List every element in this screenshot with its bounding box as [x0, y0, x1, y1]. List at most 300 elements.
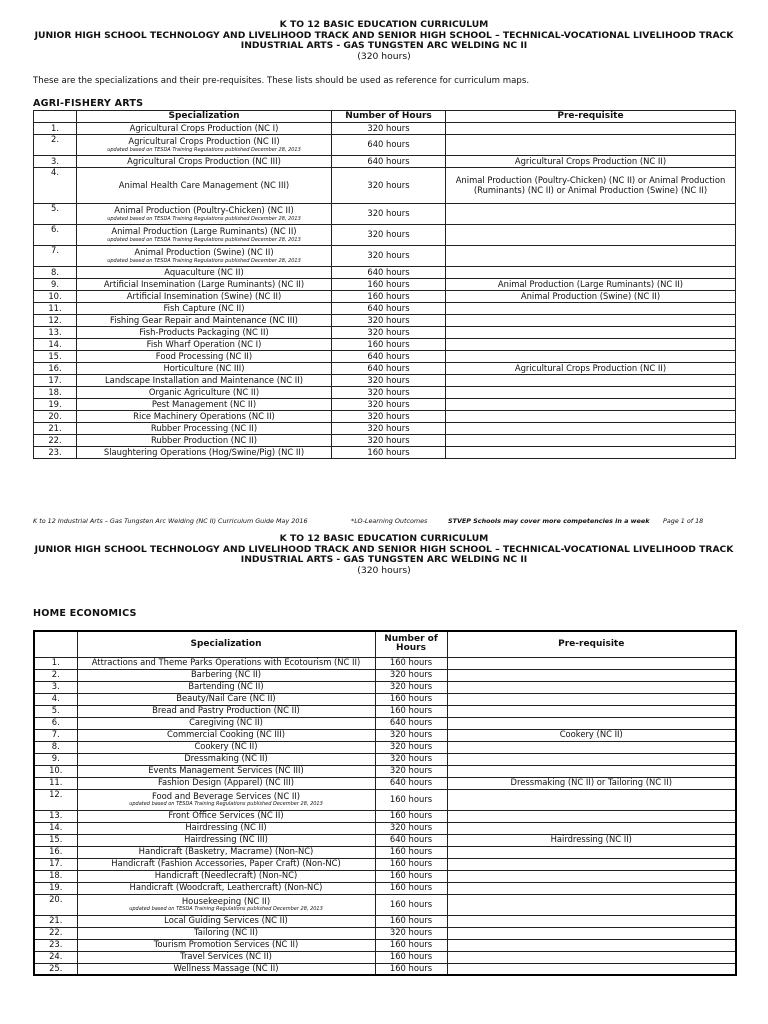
row-number: 11. — [34, 303, 77, 315]
hours-cell: 160 hours — [375, 939, 447, 951]
prerequisite-cell — [447, 939, 736, 951]
specialization-name: Slaughtering Operations (Hog/Swine/Pig) (NC II) — [103, 446, 305, 457]
table-row — [34, 411, 736, 423]
prerequisite-cell — [446, 303, 736, 315]
prerequisite-cell — [446, 435, 736, 447]
specialization-name: Artificial Insemination (Swine) (NC II) — [126, 290, 282, 301]
row-number: 25. — [34, 963, 77, 975]
table-row — [34, 729, 736, 741]
intro-text: These are the specializations and their pre-requisites. These lists should be used as reference for curriculum maps. — [33, 76, 530, 86]
table-row — [34, 810, 736, 822]
prerequisite-cell — [447, 681, 736, 693]
prerequisite-cell — [446, 204, 736, 225]
row-number: 10. — [34, 765, 77, 777]
specialization-name: Wellness Massage (NC II) — [173, 963, 279, 973]
hours-cell: 160 hours — [332, 279, 446, 291]
prerequisite-cell — [447, 765, 736, 777]
tesda-update-note: updated based on TESDA Training Regulations published December 28, 2013 — [129, 801, 323, 808]
specialization-cell — [77, 375, 332, 387]
specialization-name: Landscape Installation and Maintenance (NC II) — [105, 374, 303, 385]
row-number: 16. — [34, 846, 77, 858]
table-row — [34, 168, 736, 204]
table-row — [34, 351, 736, 363]
specialization-name: Pest Management (NC II) — [151, 398, 257, 409]
specialization-name: Fishing Gear Repair and Maintenance (NC III) — [110, 314, 298, 325]
hours-cell: 320 hours — [375, 753, 447, 765]
table-row — [34, 858, 736, 870]
table-row — [34, 267, 736, 279]
agri-fishery-table — [33, 110, 736, 459]
specialization-name: Hairdressing (NC III) — [184, 834, 268, 845]
hours-cell: 160 hours — [332, 447, 446, 459]
hours-cell: 320 hours — [332, 315, 446, 327]
hours-cell: 640 hours — [332, 267, 446, 279]
row-number: 21. — [34, 423, 77, 435]
col-header-specialization: Specialization — [77, 631, 375, 657]
table-row — [34, 927, 736, 939]
table-row — [34, 765, 736, 777]
footer-page-number: Page 1 of 18 — [663, 517, 704, 525]
specialization-name: Travel Services (NC II) — [180, 951, 272, 962]
hours-cell: 320 hours — [332, 411, 446, 423]
row-number: 17. — [34, 858, 77, 870]
specialization-name: Housekeeping (NC II) — [181, 895, 271, 906]
hours-cell: 640 hours — [332, 156, 446, 168]
table-row — [34, 963, 736, 975]
row-number: 13. — [34, 810, 77, 822]
hours-cell: 160 hours — [332, 291, 446, 303]
table-row — [34, 894, 736, 915]
footer-stvep-note: STVEP Schools may cover more competencies in a week — [448, 517, 650, 525]
tesda-update-note: updated based on TESDA Training Regulations published December 28, 2013 — [107, 215, 301, 222]
specialization-cell — [77, 246, 332, 267]
hours-cell: 160 hours — [375, 894, 447, 915]
col-header-number — [34, 111, 77, 123]
row-number: 12. — [34, 315, 77, 327]
table-row — [34, 435, 736, 447]
row-number: 12. — [34, 789, 77, 810]
specialization-cell — [77, 717, 375, 729]
specialization-name: Barbering (NC II) — [190, 669, 262, 680]
footer-lo-note: *LO-Learning Outcomes — [351, 517, 428, 525]
prerequisite-cell — [447, 693, 736, 705]
prerequisite-cell: Hairdressing (NC II) — [447, 834, 736, 846]
hours-cell: 160 hours — [375, 657, 447, 669]
row-number: 20. — [34, 411, 77, 423]
row-number: 4. — [34, 693, 77, 705]
specialization-cell — [77, 729, 375, 741]
table-row — [34, 447, 736, 459]
specialization-cell — [77, 681, 375, 693]
hours-cell: 320 hours — [375, 741, 447, 753]
hours-cell: 320 hours — [332, 225, 446, 246]
prerequisite-cell: Animal Production (Swine) (NC II) — [446, 291, 736, 303]
specialization-cell — [77, 339, 332, 351]
prerequisite-cell — [447, 915, 736, 927]
hours-cell: 160 hours — [375, 789, 447, 810]
header-line-3: INDUSTRIAL ARTS - GAS TUNGSTEN ARC WELDING NC II — [240, 40, 528, 51]
hours-cell: 320 hours — [332, 375, 446, 387]
prerequisite-cell: Dressmaking (NC II) or Tailoring (NC II) — [447, 777, 736, 789]
specialization-name: Fashion Design (Apparel) (NC III) — [158, 777, 294, 788]
row-number: 11. — [34, 777, 77, 789]
row-number: 16. — [34, 363, 77, 375]
hours-cell: 320 hours — [332, 387, 446, 399]
specialization-cell — [77, 291, 332, 303]
specialization-cell — [77, 822, 375, 834]
prerequisite-cell — [446, 423, 736, 435]
header-line-2: JUNIOR HIGH SCHOOL TECHNOLOGY AND LIVELIHOOD TRACK AND SENIOR HIGH SCHOOL – TECHNICAL-VOCATIONAL LIVELIHOOD TRACK — [34, 543, 734, 555]
row-number: 13. — [34, 327, 77, 339]
specialization-name: Beauty/Nail Care (NC II) — [176, 693, 276, 704]
hours-cell: 640 hours — [375, 717, 447, 729]
prerequisite-cell — [447, 894, 736, 915]
prerequisite-cell — [446, 327, 736, 339]
hours-cell: 640 hours — [375, 834, 447, 846]
hours-cell: 320 hours — [332, 327, 446, 339]
prerequisite-cell — [447, 963, 736, 975]
specialization-name: Food Processing (NC II) — [155, 350, 253, 361]
prerequisite-cell — [447, 846, 736, 858]
hours-cell: 320 hours — [375, 765, 447, 777]
tesda-update-note: updated based on TESDA Training Regulations published December 28, 2013 — [129, 906, 323, 913]
specialization-cell — [77, 705, 375, 717]
prerequisite-cell — [446, 315, 736, 327]
table-row — [34, 339, 736, 351]
prerequisite-cell — [446, 267, 736, 279]
prerequisite-cell — [447, 822, 736, 834]
row-number: 17. — [34, 375, 77, 387]
specialization-name: Artificial Insemination (Large Ruminants) (NC II) — [103, 278, 305, 289]
row-number: 14. — [34, 822, 77, 834]
prerequisite-cell: Animal Production (Large Ruminants) (NC II) — [446, 279, 736, 291]
table-row — [34, 777, 736, 789]
col-header-number — [34, 631, 77, 657]
prerequisite-cell — [447, 705, 736, 717]
specialization-name: Handicraft (Basketry, Macrame) (Non-NC) — [138, 846, 314, 857]
specialization-name: Agricultural Crops Production (NC II) — [128, 136, 280, 147]
row-number: 7. — [34, 729, 77, 741]
specialization-cell — [77, 669, 375, 681]
document-page-2 — [0, 528, 768, 1024]
hours-cell: 160 hours — [375, 705, 447, 717]
specialization-cell — [77, 168, 332, 204]
hours-cell: 160 hours — [375, 882, 447, 894]
hours-cell: 160 hours — [375, 858, 447, 870]
section-title-agri-fishery: AGRI-FISHERY ARTS — [33, 98, 144, 109]
table-row — [34, 915, 736, 927]
specialization-name: Fish-Products Packaging (NC II) — [139, 326, 269, 337]
table-row — [34, 375, 736, 387]
table-row — [34, 204, 736, 225]
prerequisite-cell — [447, 927, 736, 939]
row-number: 19. — [34, 399, 77, 411]
hours-cell: 640 hours — [332, 363, 446, 375]
header-line-1: K TO 12 BASIC EDUCATION CURRICULUM — [279, 533, 489, 544]
prerequisite-cell — [446, 351, 736, 363]
specialization-cell — [77, 834, 375, 846]
table-row — [34, 951, 736, 963]
prerequisite-cell — [446, 246, 736, 267]
header-line-3: INDUSTRIAL ARTS - GAS TUNGSTEN ARC WELDING NC II — [240, 554, 528, 565]
specialization-name: Aquaculture (NC II) — [164, 266, 244, 277]
row-number: 23. — [34, 939, 77, 951]
specialization-cell — [77, 387, 332, 399]
prerequisite-cell — [447, 717, 736, 729]
row-number: 9. — [34, 279, 77, 291]
row-number: 14. — [34, 339, 77, 351]
header-line-1: K TO 12 BASIC EDUCATION CURRICULUM — [279, 19, 489, 30]
specialization-cell — [77, 123, 332, 135]
hours-cell: 640 hours — [332, 351, 446, 363]
specialization-name: Fish Capture (NC II) — [163, 302, 245, 313]
hours-cell: 320 hours — [332, 435, 446, 447]
prerequisite-cell — [446, 339, 736, 351]
prerequisite-cell — [447, 741, 736, 753]
row-number: 2. — [34, 135, 77, 156]
hours-cell: 320 hours — [332, 168, 446, 204]
prerequisite-cell — [447, 951, 736, 963]
prerequisite-cell: Cookery (NC II) — [447, 729, 736, 741]
prerequisite-cell — [447, 753, 736, 765]
specialization-name: Cookery (NC II) — [194, 741, 258, 752]
hours-cell: 160 hours — [375, 810, 447, 822]
specialization-cell — [77, 315, 332, 327]
specialization-cell — [77, 303, 332, 315]
row-number: 22. — [34, 927, 77, 939]
specialization-cell — [77, 423, 332, 435]
specialization-cell — [77, 927, 375, 939]
table-row — [34, 327, 736, 339]
specialization-name: Animal Health Care Management (NC III) — [118, 179, 290, 190]
table-row — [34, 705, 736, 717]
specialization-cell — [77, 846, 375, 858]
hours-cell: 160 hours — [375, 963, 447, 975]
table-row — [34, 156, 736, 168]
table-header-row — [34, 111, 736, 123]
table-row — [34, 123, 736, 135]
row-number: 7. — [34, 246, 77, 267]
row-number: 10. — [34, 291, 77, 303]
tesda-update-note: updated based on TESDA Training Regulations published December 28, 2013 — [107, 236, 301, 243]
specialization-name: Rubber Processing (NC II) — [150, 422, 258, 433]
table-row — [34, 246, 736, 267]
specialization-name: Fish Wharf Operation (NC I) — [146, 338, 262, 349]
prerequisite-cell — [447, 882, 736, 894]
hours-cell: 320 hours — [332, 399, 446, 411]
table-row — [34, 657, 736, 669]
row-number: 3. — [34, 156, 77, 168]
specialization-cell — [77, 894, 375, 915]
specialization-name: Animal Production (Poultry-Chicken) (NC II) — [114, 205, 294, 216]
row-number: 9. — [34, 753, 77, 765]
hours-cell: 320 hours — [375, 729, 447, 741]
prerequisite-cell — [446, 135, 736, 156]
specialization-name: Agricultural Crops Production (NC I) — [129, 122, 279, 133]
table-row — [34, 399, 736, 411]
specialization-cell — [77, 858, 375, 870]
specialization-cell — [77, 135, 332, 156]
table-row — [34, 681, 736, 693]
hours-cell: 640 hours — [332, 135, 446, 156]
table-row — [34, 423, 736, 435]
specialization-cell — [77, 225, 332, 246]
prerequisite-cell — [446, 387, 736, 399]
hours-cell: 160 hours — [375, 693, 447, 705]
table-row — [34, 870, 736, 882]
row-number: 21. — [34, 915, 77, 927]
specialization-cell — [77, 657, 375, 669]
specialization-cell — [77, 963, 375, 975]
hours-cell: 160 hours — [375, 846, 447, 858]
table-row — [34, 846, 736, 858]
header-hours: (320 hours) — [357, 564, 411, 576]
row-number: 1. — [34, 123, 77, 135]
specialization-name: Handicraft (Needlecraft) (Non-NC) — [154, 870, 298, 881]
specialization-cell — [77, 411, 332, 423]
row-number: 2. — [34, 669, 77, 681]
row-number: 4. — [34, 168, 77, 204]
prerequisite-cell — [446, 375, 736, 387]
specialization-name: Attractions and Theme Parks Operations with Ecotourism (NC II) — [91, 657, 361, 668]
table-row — [34, 669, 736, 681]
hours-cell: 320 hours — [375, 927, 447, 939]
prerequisite-cell — [447, 669, 736, 681]
page-header-2 — [0, 534, 768, 576]
prerequisite-cell — [447, 810, 736, 822]
row-number: 5. — [34, 204, 77, 225]
specialization-cell — [77, 267, 332, 279]
col-header-hours: Number of Hours — [332, 111, 446, 123]
table-row — [34, 363, 736, 375]
table-row — [34, 291, 736, 303]
specialization-name: Commercial Cooking (NC III) — [166, 729, 286, 740]
prerequisite-cell — [447, 858, 736, 870]
specialization-name: Rice Machinery Operations (NC II) — [133, 410, 275, 421]
prerequisite-cell — [446, 225, 736, 246]
specialization-cell — [77, 939, 375, 951]
specialization-cell — [77, 363, 332, 375]
table-header-row — [34, 631, 736, 657]
specialization-name: Hairdressing (NC II) — [185, 822, 267, 833]
table-row — [34, 315, 736, 327]
prerequisite-cell — [446, 399, 736, 411]
hours-cell: 160 hours — [375, 915, 447, 927]
table-row — [34, 303, 736, 315]
prerequisite-cell — [447, 789, 736, 810]
specialization-name: Agricultural Crops Production (NC III) — [127, 155, 281, 166]
table-row — [34, 693, 736, 705]
specialization-name: Tailoring (NC II) — [194, 927, 258, 938]
prerequisite-cell — [446, 123, 736, 135]
specialization-cell — [77, 156, 332, 168]
specialization-name: Rubber Production (NC II) — [150, 434, 258, 445]
specialization-cell — [77, 789, 375, 810]
row-number: 20. — [34, 894, 77, 915]
table-row — [34, 717, 736, 729]
prerequisite-cell — [447, 870, 736, 882]
page-header — [0, 20, 768, 62]
header-line-2: JUNIOR HIGH SCHOOL TECHNOLOGY AND LIVELIHOOD TRACK AND SENIOR HIGH SCHOOL – TECHNICAL-VOCATIONAL LIVELIHOOD TRACK — [34, 29, 734, 41]
row-number: 15. — [34, 351, 77, 363]
specialization-cell — [77, 351, 332, 363]
specialization-name: Horticulture (NC III) — [163, 362, 245, 373]
specialization-cell — [77, 753, 375, 765]
specialization-cell — [77, 204, 332, 225]
hours-cell: 160 hours — [375, 870, 447, 882]
specialization-name: Bartending (NC II) — [188, 681, 264, 692]
hours-cell: 160 hours — [332, 339, 446, 351]
prerequisite-cell: Agricultural Crops Production (NC II) — [446, 156, 736, 168]
specialization-cell — [77, 765, 375, 777]
table-row — [34, 789, 736, 810]
col-header-specialization: Specialization — [77, 111, 332, 123]
specialization-cell — [77, 447, 332, 459]
hours-cell: 320 hours — [332, 123, 446, 135]
prerequisite-cell — [446, 411, 736, 423]
specialization-cell — [77, 399, 332, 411]
specialization-name: Food and Beverage Services (NC II) — [151, 790, 301, 801]
hours-cell: 320 hours — [375, 822, 447, 834]
specialization-name: Bread and Pastry Production (NC II) — [152, 705, 300, 716]
section-title-home-economics: HOME ECONOMICS — [33, 608, 137, 619]
specialization-name: Events Management Services (NC III) — [148, 765, 304, 776]
row-number: 23. — [34, 447, 77, 459]
specialization-cell — [77, 870, 375, 882]
row-number: 6. — [34, 717, 77, 729]
row-number: 1. — [34, 657, 77, 669]
tesda-update-note: updated based on TESDA Training Regulations published December 28, 2013 — [107, 257, 301, 264]
prerequisite-cell: Animal Production (Poultry-Chicken) (NC II) or Animal Production (Ruminants) (NC II) or Animal Production (Swine) (NC II) — [446, 168, 736, 204]
row-number: 8. — [34, 267, 77, 279]
row-number: 5. — [34, 705, 77, 717]
specialization-cell — [77, 951, 375, 963]
row-number: 22. — [34, 435, 77, 447]
prerequisite-cell — [447, 657, 736, 669]
tesda-update-note: updated based on TESDA Training Regulations published December 28, 2013 — [107, 146, 301, 153]
row-number: 6. — [34, 225, 77, 246]
row-number: 18. — [34, 387, 77, 399]
home-economics-table — [33, 630, 737, 976]
specialization-name: Caregiving (NC II) — [189, 717, 263, 728]
table-row — [34, 135, 736, 156]
prerequisite-cell — [446, 447, 736, 459]
table-row — [34, 753, 736, 765]
table-row — [34, 387, 736, 399]
specialization-name: Local Guiding Services (NC II) — [164, 915, 288, 926]
table-row — [34, 834, 736, 846]
specialization-cell — [77, 279, 332, 291]
specialization-name: Animal Production (Large Ruminants) (NC II) — [111, 226, 297, 237]
hours-cell: 320 hours — [332, 246, 446, 267]
hours-cell: 320 hours — [375, 681, 447, 693]
row-number: 3. — [34, 681, 77, 693]
specialization-name: Handicraft (Woodcraft, Leathercraft) (Non-NC) — [129, 882, 323, 893]
specialization-cell — [77, 915, 375, 927]
hours-cell: 160 hours — [375, 951, 447, 963]
specialization-name: Front Office Services (NC II) — [168, 810, 284, 821]
table-row — [34, 939, 736, 951]
prerequisite-cell: Agricultural Crops Production (NC II) — [446, 363, 736, 375]
table-row — [34, 882, 736, 894]
col-header-prerequisite: Pre-requisite — [446, 111, 736, 123]
specialization-name: Animal Production (Swine) (NC II) — [134, 247, 274, 258]
specialization-cell — [77, 741, 375, 753]
row-number: 19. — [34, 882, 77, 894]
footer-guide: K to 12 Industrial Arts – Gas Tungsten Arc Welding (NC II) Curriculum Guide May 2016 — [33, 517, 308, 525]
specialization-name: Handicraft (Fashion Accessories, Paper Craft) (Non-NC) — [111, 858, 341, 869]
hours-cell: 640 hours — [332, 303, 446, 315]
